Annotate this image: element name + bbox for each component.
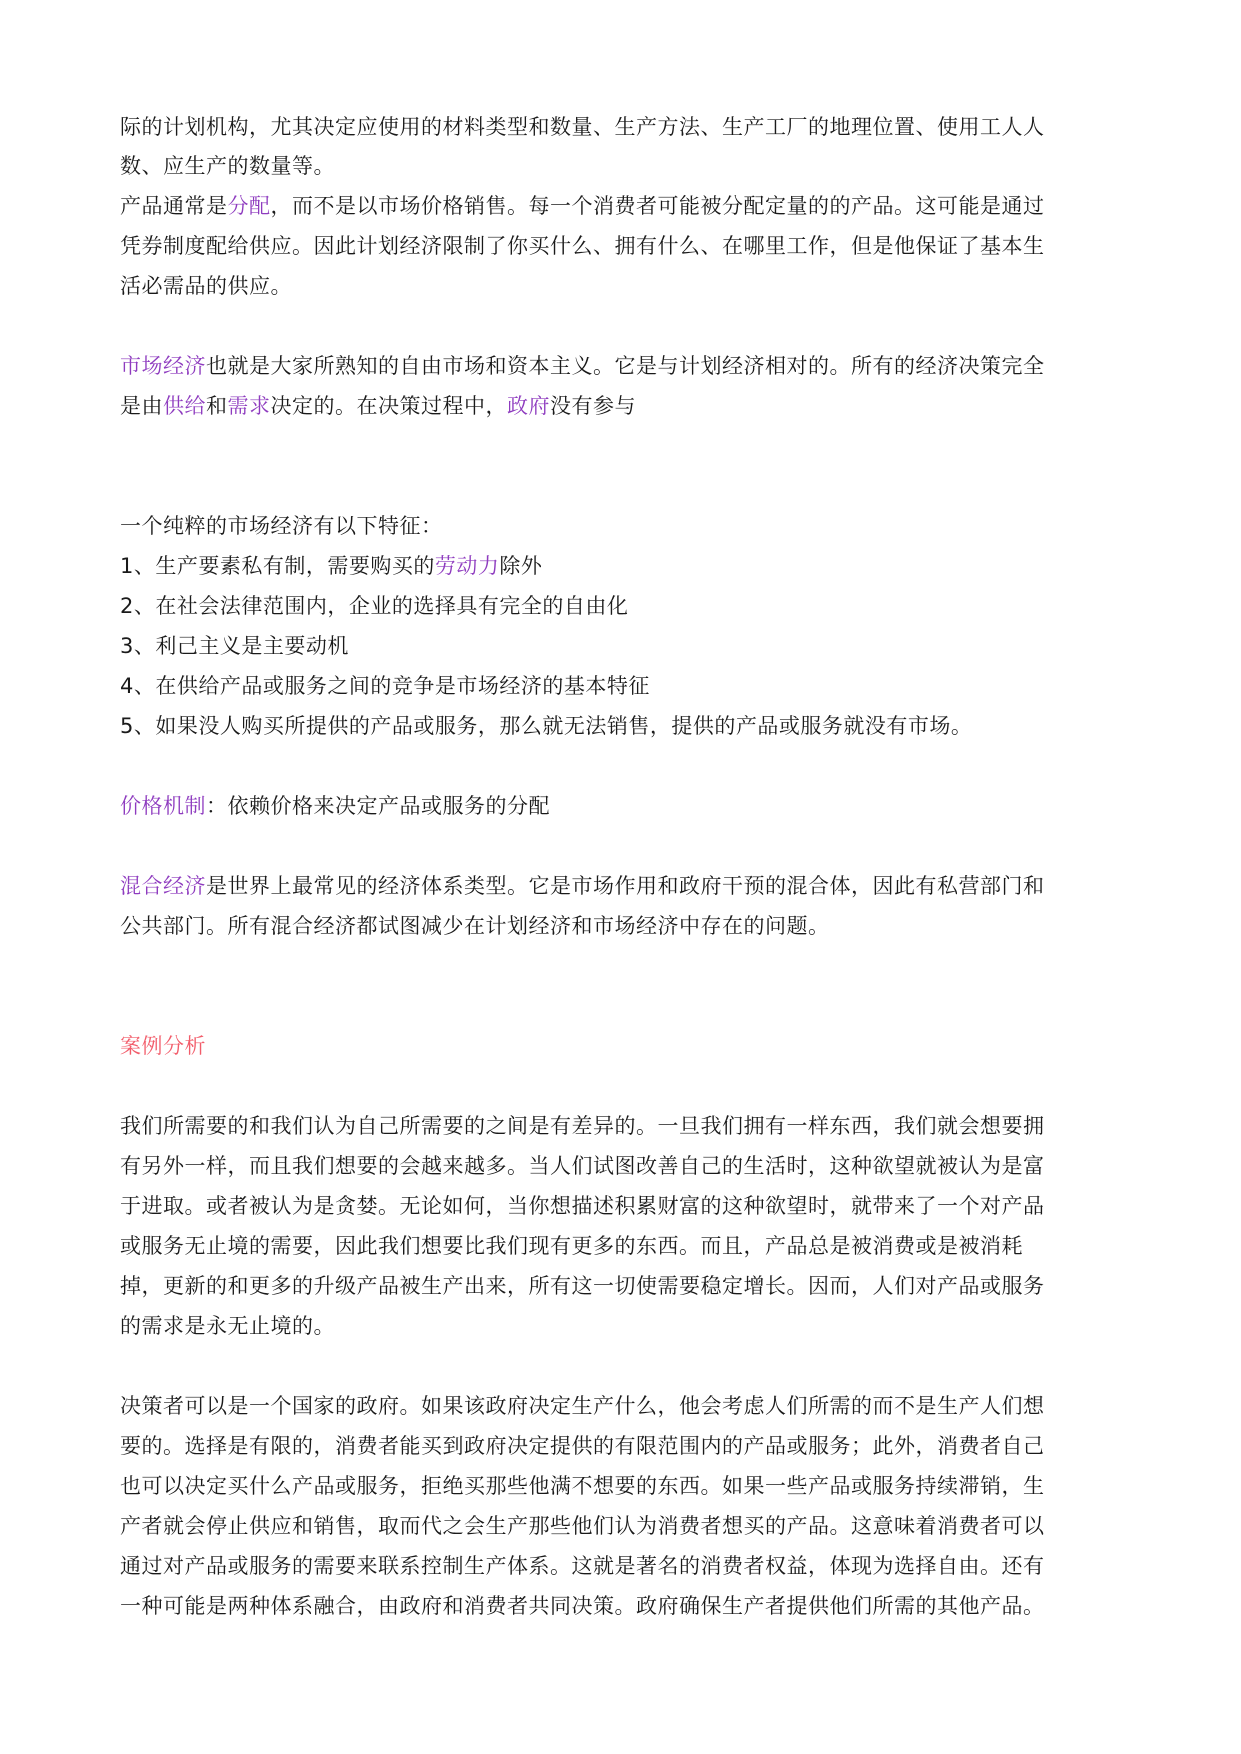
text-line — [120, 1511, 1045, 1541]
text-line — [120, 1031, 206, 1061]
text-line — [120, 871, 1045, 901]
text-segment: 5、如果没人购买所提供的产品或服务，那么就无法销售，提供的产品或服务就没有市场。 — [120, 714, 973, 738]
text-segment: 我们所需要的和我们认为自己所需要的之间是有差异的。一旦我们拥有一样东西，我们就会想要拥 — [120, 1114, 1045, 1138]
text-segment: 1、生产要素私有制，需要购买的 — [120, 554, 435, 578]
text-segment: 也就是大家所熟知的自由市场和资本主义。它是与计划经济相对的。所有的经济决策完全 — [206, 354, 1045, 378]
highlighted-term: 政府 — [507, 394, 550, 418]
text-segment: 要的。选择是有限的，消费者能买到政府决定提供的有限范围内的产品或服务；此外，消费者自己 — [120, 1434, 1045, 1458]
text-segment: 3、利己主义是主要动机 — [120, 634, 349, 658]
text-line — [120, 1191, 1045, 1221]
text-segment: 也可以决定买什么产品或服务，拒绝买那些他满不想要的东西。如果一些产品或服务持续滞销，生 — [120, 1474, 1045, 1498]
text-segment: 掉，更新的和更多的升级产品被生产出来，所有这一切使需要稳定增长。因而，人们对产品或服务 — [120, 1274, 1045, 1298]
text-segment: 是由 — [120, 394, 163, 418]
highlighted-term: 市场经济 — [120, 354, 206, 378]
text-line — [120, 1391, 1045, 1421]
text-line — [120, 911, 830, 941]
text-segment: 于进取。或者被认为是贪婪。无论如何，当你想描述积累财富的这种欲望时，就带来了一个对产品 — [120, 1194, 1045, 1218]
text-line — [120, 1151, 1045, 1181]
text-segment: 的需求是永无止境的。 — [120, 1314, 335, 1338]
text-line — [120, 191, 1045, 221]
text-segment: 没有参与 — [550, 394, 636, 418]
text-segment: 产品通常是 — [120, 194, 228, 218]
text-segment: 一种可能是两种体系融合，由政府和消费者共同决策。政府确保生产者提供他们所需的其他产品。 — [120, 1594, 1045, 1618]
text-line — [120, 1431, 1045, 1461]
text-line — [120, 591, 628, 621]
text-segment: 凭券制度配给供应。因此计划经济限制了你买什么、拥有什么、在哪里工作，但是他保证了基本生 — [120, 234, 1045, 258]
text-segment: 决策者可以是一个国家的政府。如果该政府决定生产什么，他会考虑人们所需的而不是生产人们想 — [120, 1394, 1045, 1418]
text-line — [120, 711, 972, 741]
text-segment: 际的计划机构，尤其决定应使用的材料类型和数量、生产方法、生产工厂的地理位置、使用工人人 — [120, 115, 1045, 139]
text-segment: 或服务无止境的需要，因此我们想要比我们现有更多的东西。而且，产品总是被消费或是被消耗 — [120, 1234, 1023, 1258]
text-segment: 公共部门。所有混合经济都试图减少在计划经济和市场经济中存在的问题。 — [120, 914, 830, 938]
highlighted-term: 混合经济 — [120, 874, 206, 898]
text-line — [120, 551, 542, 581]
text-segment: 一个纯粹的市场经济有以下特征： — [120, 514, 443, 538]
text-segment: 决定的。在决策过程中， — [270, 394, 507, 418]
text-segment: 活必需品的供应。 — [120, 274, 292, 298]
text-line — [120, 1271, 1045, 1301]
text-line — [120, 351, 1045, 381]
text-line — [120, 1471, 1045, 1501]
text-line — [120, 631, 349, 661]
highlighted-term: 分配 — [227, 194, 271, 218]
text-segment: 数、应生产的数量等。 — [120, 154, 335, 178]
text-line — [120, 791, 550, 821]
text-line — [120, 1311, 335, 1341]
text-line — [120, 231, 1045, 261]
text-line — [120, 151, 335, 181]
text-line — [120, 271, 292, 301]
text-line — [120, 1551, 1045, 1581]
text-line — [120, 391, 636, 421]
text-segment: 4、在供给产品或服务之间的竞争是市场经济的基本特征 — [120, 674, 650, 698]
highlighted-term: 价格机制 — [120, 794, 206, 818]
text-line — [120, 112, 1045, 142]
text-segment: 产者就会停止供应和销售，取而代之会生产那些他们认为消费者想买的产品。这意味着消费者可以 — [120, 1514, 1045, 1538]
text-line — [120, 1231, 1023, 1261]
text-line — [120, 511, 443, 541]
text-segment: 2、在社会法律范围内，企业的选择具有完全的自由化 — [120, 594, 629, 618]
text-segment: 是世界上最常见的经济体系类型。它是市场作用和政府干预的混合体，因此有私营部门和 — [206, 874, 1045, 898]
text-segment: ：依赖价格来决定产品或服务的分配 — [206, 794, 550, 818]
section-heading: 案例分析 — [120, 1034, 206, 1058]
text-line — [120, 1111, 1045, 1141]
text-segment: 有另外一样，而且我们想要的会越来越多。当人们试图改善自己的生活时，这种欲望就被认为是富 — [120, 1154, 1045, 1178]
highlighted-term: 供给 — [163, 394, 206, 418]
highlighted-term: 劳动力 — [434, 554, 500, 578]
text-segment: 通过对产品或服务的需要来联系控制生产体系。这就是著名的消费者权益，体现为选择自由。还有 — [120, 1554, 1045, 1578]
highlighted-term: 需求 — [227, 394, 271, 418]
text-line — [120, 671, 650, 701]
text-segment: ，而不是以市场价格销售。每一个消费者可能被分配定量的的产品。这可能是通过 — [270, 194, 1045, 218]
text-line — [120, 1591, 1045, 1621]
text-segment: 除外 — [499, 554, 543, 578]
text-segment: 和 — [206, 394, 228, 418]
